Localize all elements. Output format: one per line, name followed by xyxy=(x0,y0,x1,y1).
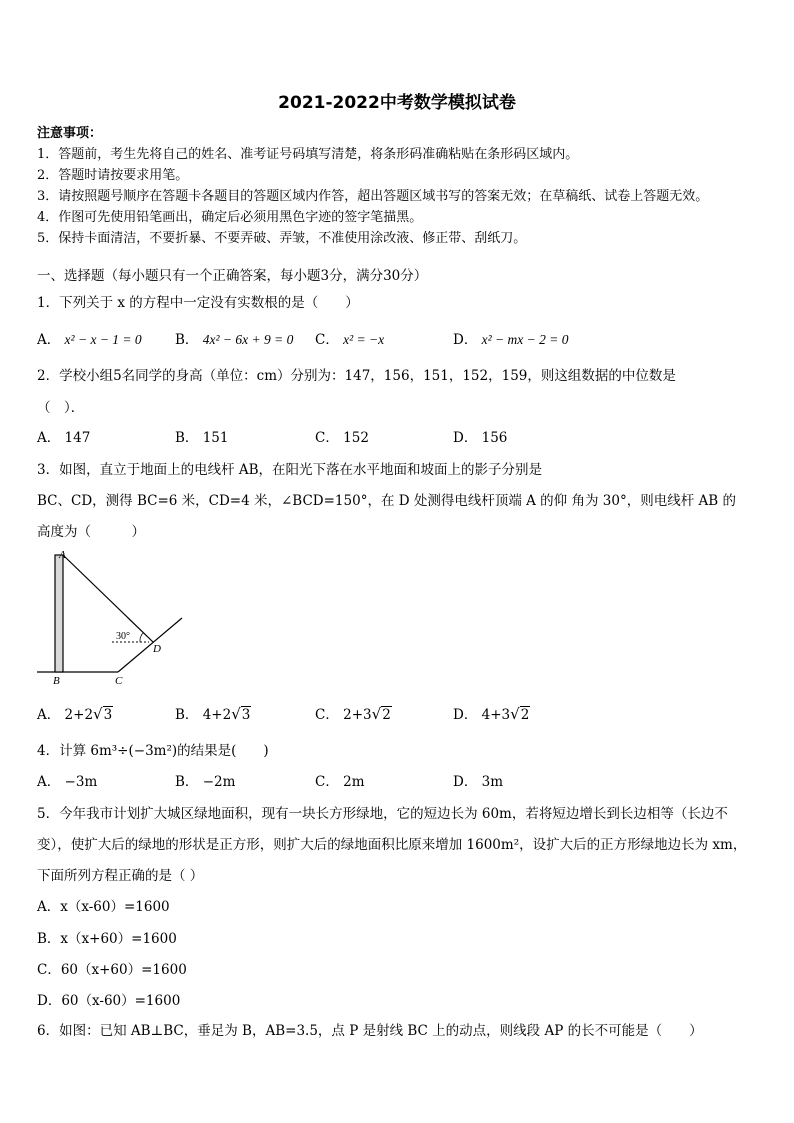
q3-option-b: B． 4+2√3 xyxy=(175,705,251,723)
q3-option-d: D． 4+3√2 xyxy=(453,705,530,723)
q2-stem-cont: （ ）． xyxy=(37,400,85,416)
label-angle: 30° xyxy=(116,631,130,642)
section-heading: 一、选择题（每小题只有一个正确答案，每小题3分，满分30分） xyxy=(37,268,428,284)
q5-stem-line1: 5．今年我市计划扩大城区绿地面积，现有一块长方形绿地，它的短边长为 60m，若将短边增长到长边相等（长边不 xyxy=(37,806,728,822)
q5-option-c: C．60（x+60）=1600 xyxy=(37,962,187,978)
q5-stem-line2: 变），使扩大后的绿地的形状是正方形，则扩大后的绿地面积比原来增加 1600m²，设扩大后的正方形绿地边长为 xm， xyxy=(37,837,747,853)
notice-item-2: 2．答题时请按要求用笔。 xyxy=(37,168,189,183)
q5-option-a: A．x（x-60）=1600 xyxy=(37,899,170,915)
q3-stem-cont: BC、CD，测得 BC=6 米，CD=4 米，∠BCD=150°，在 D 处测得电线杆顶端 A 的仰 角为 30°，则电线杆 AB 的 xyxy=(37,493,736,509)
q3-stem: 3．如图，直立于地面上的电线杆 AB，在阳光下落在水平地面和坡面上的影子分别是 xyxy=(37,462,543,478)
q4-option-a: A． −3m xyxy=(37,774,98,790)
notice-item-1: 1．答题前，考生先将自己的姓名、准考证号码填写清楚，将条形码准确粘贴在条形码区域内。 xyxy=(37,147,579,162)
label-b: B xyxy=(53,675,60,687)
q3-figure xyxy=(30,545,205,690)
q4-option-c: C． 2m xyxy=(315,774,365,790)
slope-line xyxy=(118,618,182,672)
q2-option-c: C． 152 xyxy=(315,430,369,446)
q5-stem-line3: 下面所列方程正确的是（ ） xyxy=(37,868,204,884)
q1-stem: 1．下列关于 x 的方程中一定没有实数根的是（ ） xyxy=(37,295,359,311)
q2-option-b: B． 151 xyxy=(175,430,229,446)
q2-option-a: A． 147 xyxy=(37,430,91,446)
notice-item-5: 5．保持卡面清洁，不要折暴、不要弄破、弄皱，不准使用涂改液、修正带、刮纸刀。 xyxy=(37,231,527,246)
q6-stem: 6．如图：已知 AB⊥BC，垂足为 B，AB=3.5，点 P 是射线 BC 上的动点，则线段 AP 的长不可能是（ ） xyxy=(37,1023,703,1039)
notice-item-3: 3．请按照题号顺序在答题卡各题目的答题区域内作答，超出答题区域书写的答案无效；在草稿纸、试卷上答题无效。 xyxy=(37,189,709,204)
q1-option-c: C． x² = −x xyxy=(315,332,385,348)
q4-option-b: B． −2m xyxy=(175,774,236,790)
q4-stem: 4．计算 6m³÷(−3m²)的结果是( ) xyxy=(37,743,269,759)
q1-option-b: B． 4x² − 6x + 9 = 0 xyxy=(175,332,294,348)
q1-option-a: A． x² − x − 1 = 0 xyxy=(37,332,142,348)
angle-arc xyxy=(140,633,143,642)
q3-stem-cont2: 高度为（ ） xyxy=(37,524,145,540)
q5-option-b: B．x（x+60）=1600 xyxy=(37,931,177,947)
sight-line xyxy=(63,555,153,642)
notice-item-4: 4．作图可先使用铅笔画出，确定后必须用黑色字迹的签字笔描黑。 xyxy=(37,210,423,225)
q3-option-a: A． 2+2√3 xyxy=(37,705,113,723)
q5-option-d: D．60（x-60）=1600 xyxy=(37,993,181,1009)
notice-heading: 注意事项： xyxy=(37,126,103,141)
q2-option-d: D． 156 xyxy=(453,430,508,446)
label-d: D xyxy=(153,643,161,655)
pole-ab xyxy=(55,555,63,672)
label-c: C xyxy=(115,675,123,687)
page-title: 2021-2022中考数学模拟试卷 xyxy=(278,93,516,113)
q2-stem: 2．学校小组5名同学的身高（单位：cm）分别为：147，156，151，152，159，则这组数据的中位数是 xyxy=(37,368,676,384)
label-a: A xyxy=(59,549,66,561)
q3-option-c: C． 2+3√2 xyxy=(315,705,391,723)
q4-option-d: D． 3m xyxy=(453,774,504,790)
q1-option-d: D． x² − mx − 2 = 0 xyxy=(453,332,569,348)
